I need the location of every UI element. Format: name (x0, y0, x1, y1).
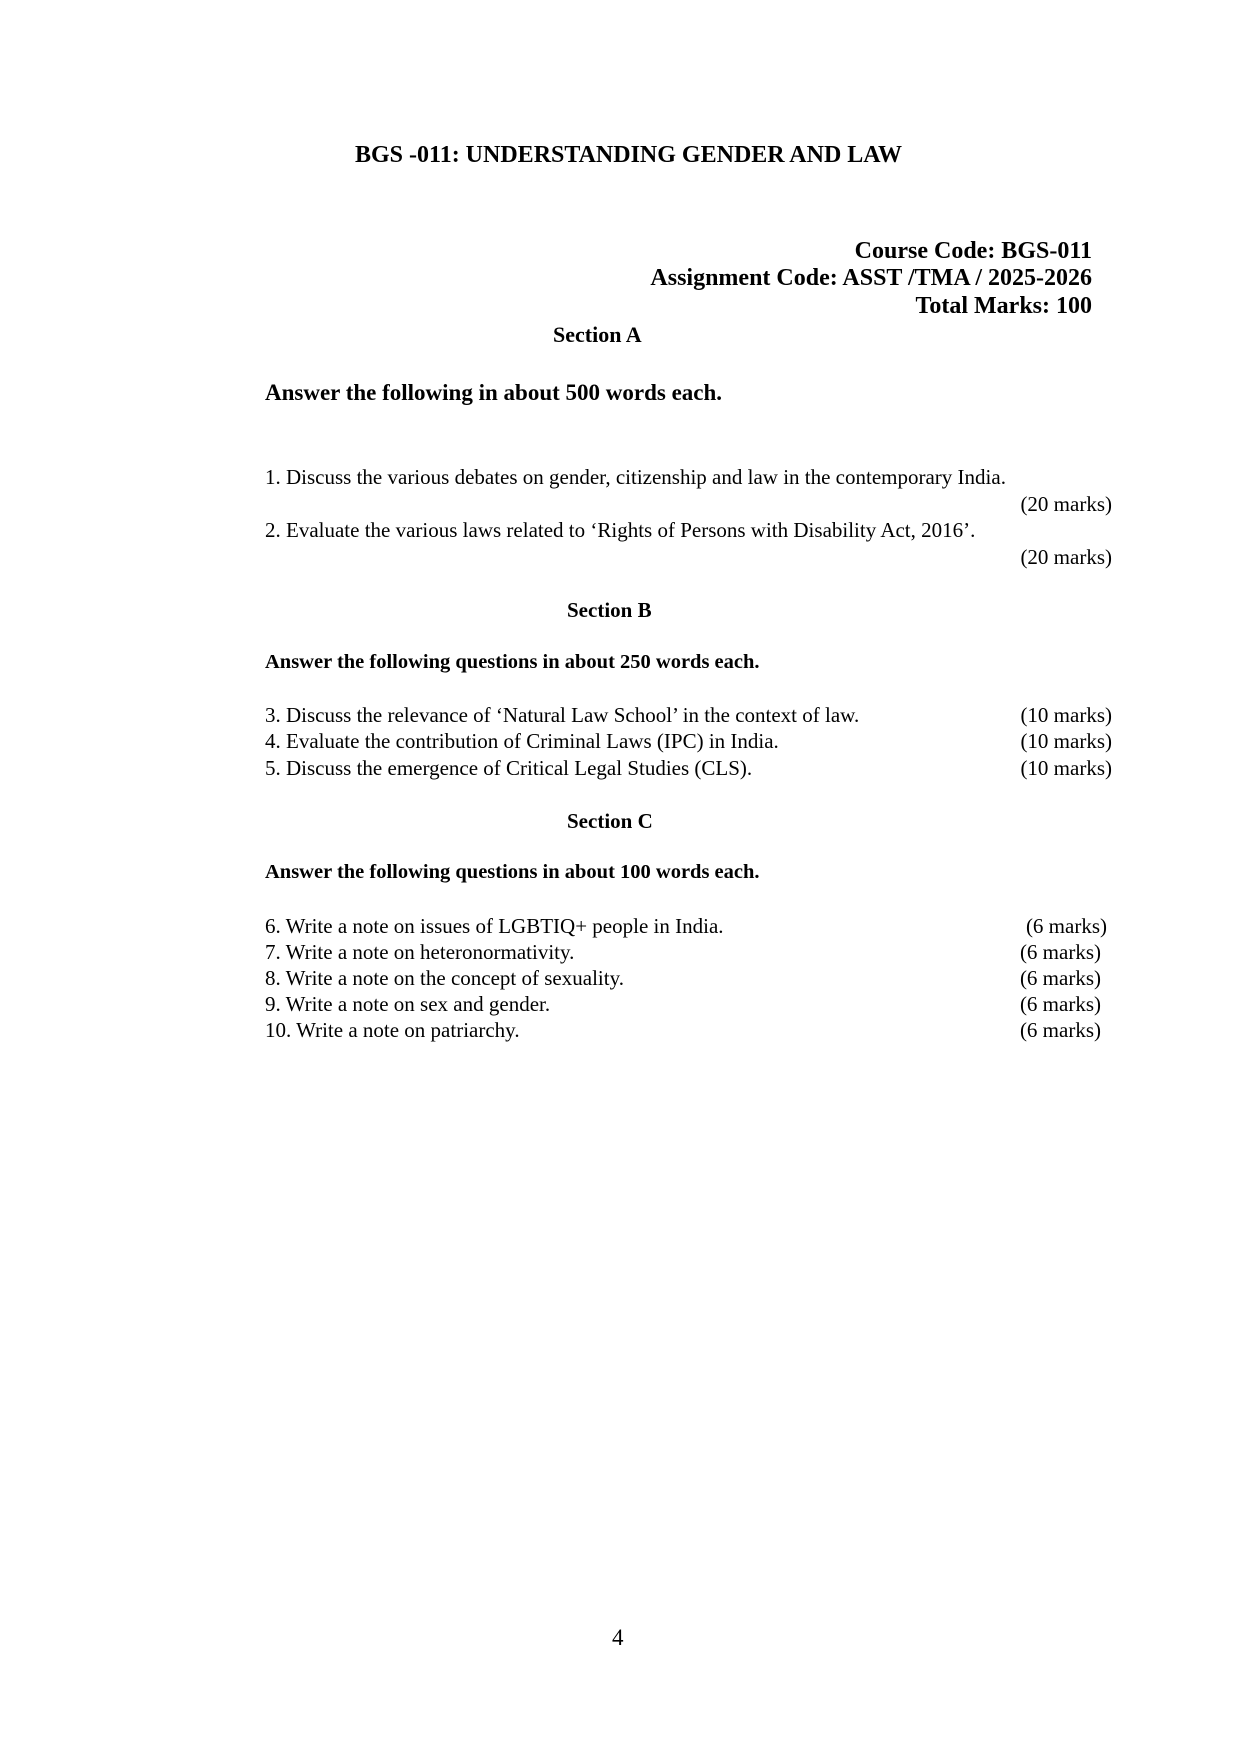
question-1-text: 1. Discuss the various debates on gender, citizenship and law in the contemporary India. (265, 465, 1006, 489)
question-8-marks: (6 marks) (1019, 966, 1101, 990)
question-2-marks: (20 marks) (1020, 545, 1112, 569)
question-2-text: 2. Evaluate the various laws related to ‘Rights of Persons with Disability Act, 2016’. (265, 518, 976, 542)
document-title: BGS -011: UNDERSTANDING GENDER AND LAW (355, 142, 902, 168)
question-9-marks: (6 marks) (1019, 992, 1101, 1016)
question-7-marks: (6 marks) (1019, 940, 1101, 964)
total-marks: Total Marks: 100 (915, 293, 1092, 319)
question-10-marks: (6 marks) (1019, 1018, 1101, 1042)
assignment-code: Assignment Code: ASST /TMA / 2025-2026 (650, 265, 1092, 291)
question-5-marks: (10 marks) (1020, 756, 1112, 780)
question-4-text: 4. Evaluate the contribution of Criminal Laws (IPC) in India. (265, 729, 779, 753)
question-5-text: 5. Discuss the emergence of Critical Legal Studies (CLS). (265, 756, 753, 780)
question-6-text: 6. Write a note on issues of LGBTIQ+ people in India. (265, 914, 724, 938)
question-3-text: 3. Discuss the relevance of ‘Natural Law School’ in the context of law. (265, 703, 860, 727)
section-c-heading: Section C (567, 809, 653, 833)
page-number: 4 (612, 1625, 624, 1650)
question-4-marks: (10 marks) (1020, 729, 1112, 753)
question-8-text: 8. Write a note on the concept of sexuality. (265, 966, 624, 990)
question-3-marks: (10 marks) (1020, 703, 1112, 727)
question-10-text: 10. Write a note on patriarchy. (265, 1018, 520, 1042)
question-9-text: 9. Write a note on sex and gender. (265, 992, 551, 1016)
section-b-instruction: Answer the following questions in about 250 words each. (265, 651, 760, 673)
question-1-marks: (20 marks) (1020, 492, 1112, 516)
question-7-text: 7. Write a note on heteronormativity. (265, 940, 575, 964)
question-6-marks: (6 marks) (1025, 914, 1107, 938)
section-a-instruction: Answer the following in about 500 words each. (265, 380, 723, 405)
section-c-instruction: Answer the following questions in about 100 words each. (265, 861, 760, 883)
course-code: Course Code: BGS-011 (854, 238, 1092, 264)
section-a-heading: Section A (553, 322, 642, 347)
section-b-heading: Section B (567, 598, 652, 622)
